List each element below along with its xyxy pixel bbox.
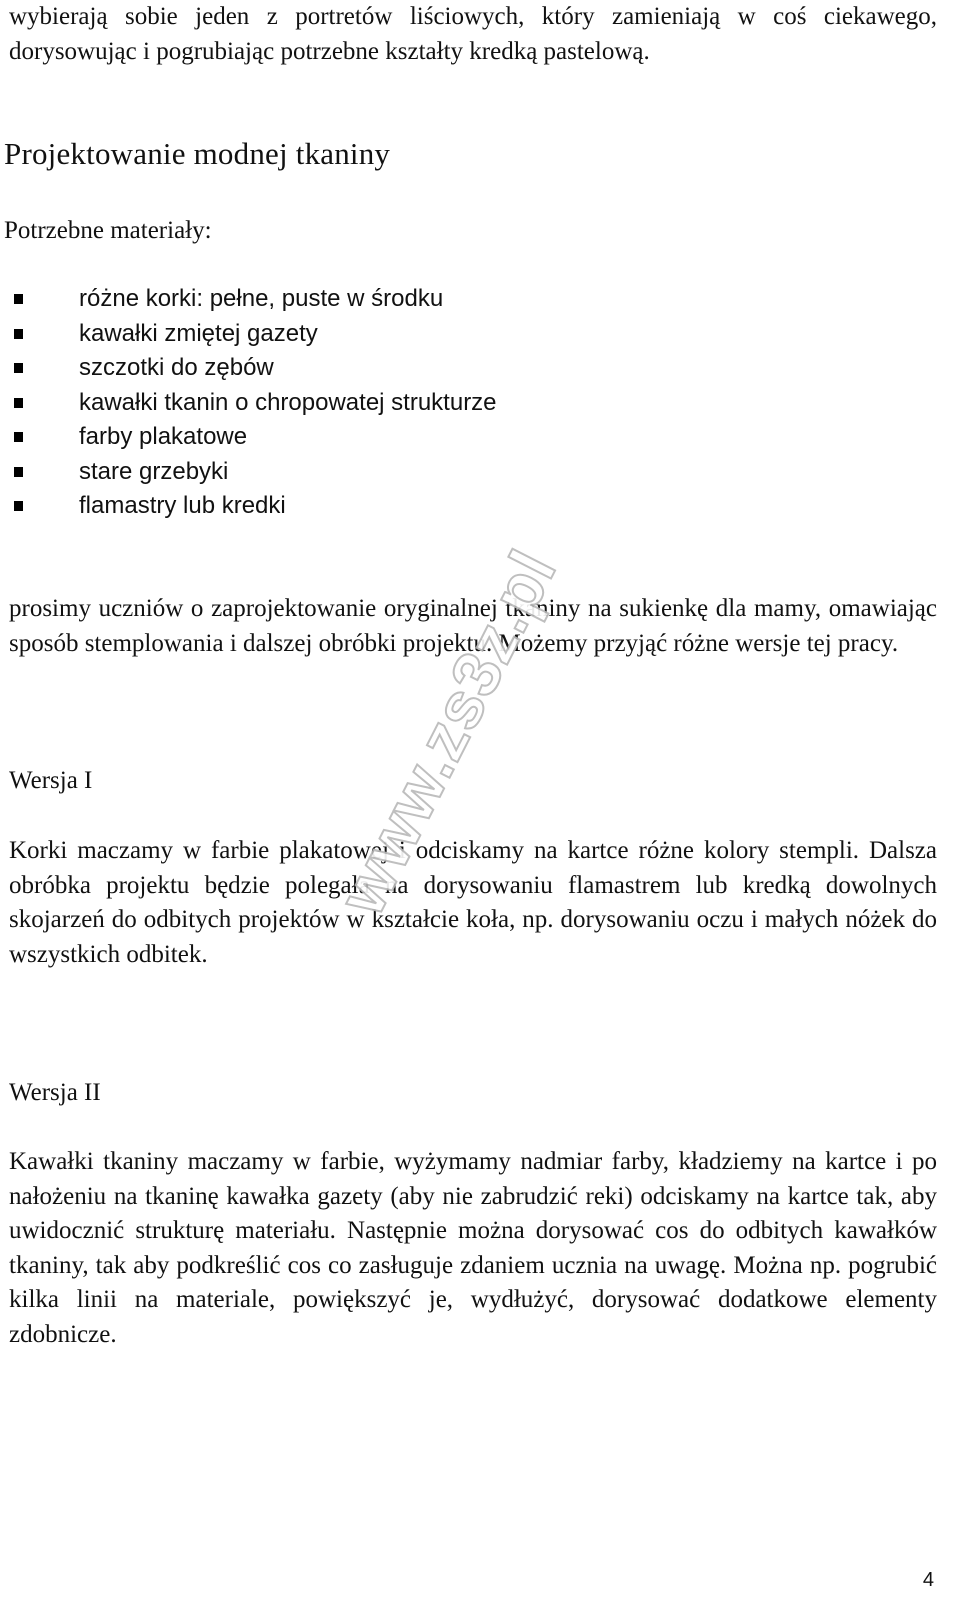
square-bullet-icon bbox=[14, 432, 23, 442]
list-item-text: farby plakatowe bbox=[79, 423, 248, 450]
list-item bbox=[0, 420, 497, 455]
square-bullet-icon bbox=[14, 294, 23, 304]
version-1-paragraph: Korki maczamy w farbie plakatowej i odciskamy na kartce różne kolory stempli. Dalsza obróbka projektu będzie polegała na dorysowaniu flamastrem lub kredką dowolnych skojarzeń do odbitych projektów w kształcie koła, np. dorysowaniu oczu i małych nóżek do wszystkich odbitek. bbox=[9, 837, 937, 968]
list-item-text: kawałki tkanin o chropowatej strukturze bbox=[79, 388, 497, 416]
list-item-text: stare grzebyki bbox=[79, 457, 229, 485]
list-item bbox=[0, 455, 497, 490]
list-item-text: flamastry lub kredki bbox=[79, 492, 286, 519]
list-item-text: szczotki do zębów bbox=[79, 354, 274, 381]
list-item bbox=[0, 282, 497, 317]
section-title: Projektowanie modnej tkaniny bbox=[4, 136, 391, 171]
square-bullet-icon bbox=[14, 467, 23, 477]
list-item bbox=[0, 317, 497, 352]
square-bullet-icon bbox=[14, 501, 23, 511]
list-item bbox=[0, 386, 497, 421]
square-bullet-icon bbox=[14, 398, 23, 408]
page-number: 4 bbox=[922, 1569, 934, 1591]
intro-continuation-paragraph: wybierają sobie jeden z portretów liściowych, który zamieniają w coś ciekawego, dorysowując i pogrubiając potrzebne kształty kredką pastelową. bbox=[9, 3, 937, 65]
watermark: www.zs3z.pl bbox=[323, 538, 571, 926]
square-bullet-icon bbox=[14, 363, 23, 373]
version-2-label: Wersja II bbox=[9, 1079, 101, 1106]
instructions-paragraph: prosimy uczniów o zaprojektowanie oryginalnej tkaniny na sukienkę dla mamy, omawiając sposób stemplowania i dalszej obróbki projektu. Możemy przyjąć różne wersje tej pracy. bbox=[9, 595, 937, 657]
square-bullet-icon bbox=[14, 329, 23, 339]
materials-label: Potrzebne materiały: bbox=[4, 217, 212, 244]
version-1-label: Wersja I bbox=[9, 767, 93, 794]
list-item bbox=[0, 351, 497, 386]
version-2-paragraph: Kawałki tkaniny maczamy w farbie, wyżymamy nadmiar farby, kładziemy na kartce i po nałożeniu na tkaninę kawałka gazety (aby nie zabrudzić reki) odciskamy na kartce tak, aby uwidocznić strukturę materiału. Następnie można dorysować cos do odbitych kawałków tkaniny, tak aby podkreślić cos co zasługuje zdaniem ucznia na uwagę. Można np. pogrubić kilka linii na materiale, powiększyć je, wydłużyć, dorysować dodatkowe elementy zdobnicze. bbox=[9, 1148, 937, 1348]
list-item bbox=[0, 489, 497, 524]
materials-list bbox=[0, 282, 497, 524]
list-item-text: kawałki zmiętej gazety bbox=[79, 319, 318, 347]
list-item-text: różne korki: pełne, puste w środku bbox=[79, 285, 444, 312]
